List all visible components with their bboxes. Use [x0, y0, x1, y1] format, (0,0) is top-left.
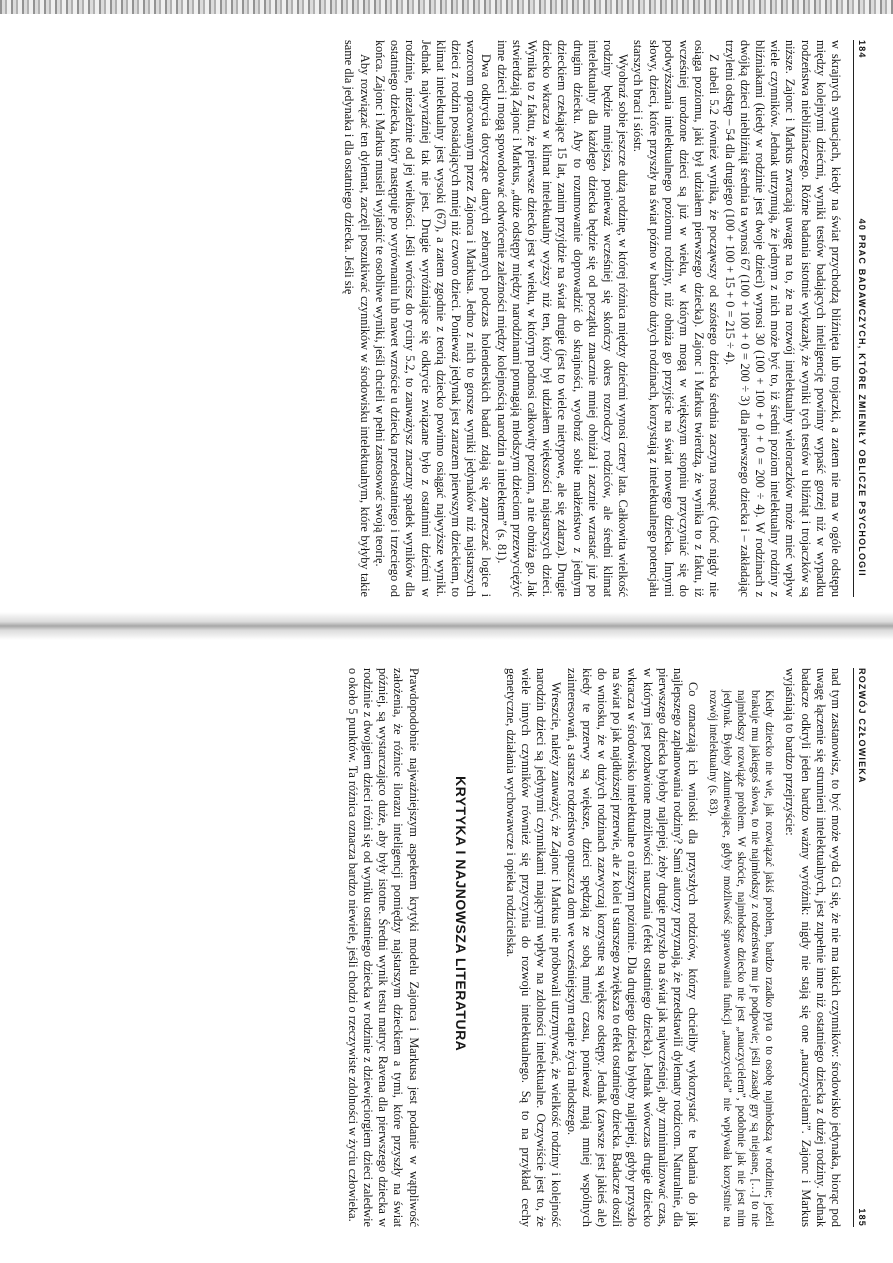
section-heading: KRYTYKA I NAJNOWSZA LITERATURA [452, 776, 469, 1052]
block-quote [706, 668, 776, 1227]
book-gutter-shadow [0, 612, 893, 640]
running-head-left [853, 40, 867, 597]
running-head-right [853, 668, 867, 1227]
page-185 [0, 632, 893, 1263]
page-184 [0, 0, 893, 631]
paragraph: Aby rozwiązać ten dylemat, zaczęli poszukiwać czynników w środowisku intelektualnym, które byłyby takie same dla jedynaka i dla ostatniego dziecka. Jeśli się [342, 40, 372, 597]
paragraph: Wreszcie, należy zauważyć, że Zajonc i Markus nie próbowali utrzymywać, że wielkość rodziny i kolejność narodzin dzieci są jedynymi czynnikami mającymi wpływ na zdolności intelektualne. Oczywiście jest to, że wiele innych czynników również się przyczynia do rozwoju intelektualnego. Są to na przykład cechy genetyczne, działania wychowawcze i opieka rodzicielska. [503, 668, 564, 1227]
page-number-left: 184 [857, 40, 867, 59]
paragraph: w skrajnych sytuacjach, kiedy na świat przychodzą bliźnięta lub trojaczki, a zatem nie ma w ogóle odstępu między kolejnymi dziećmi, wyniki testów badających inteligencję powinny wypaść gorzej niż w wypadku rodzeństwa niebliźniaczego. Różne badania istotnie wykazały, że wyniki tych testów u bliźniąt i trojaczków są niższe. Zajonc i Markus zwracają uwagę na to, że na rozwój intelektualny wieloraczków może mieć wpływ wiele czynników. Jednak utrzymują, że jednym z nich może być to, iż średni poziom intelektualny rodziny z bliźniakami (kiedy w rodzinie jest dwoje dzieci) wynosi 30 (100 + 100 + 0 + 0 = 200 ÷ 4). W rodzinach z dwójką dzieci niebliźniąt średnia ta wynosi 67 (100 + 100 + 0 = 200 ÷ 3) dla pierwszego dziecka i – zakładając trzyletni odstęp – 54 dla drugiego (100 + 100 + 15 + 0 = 215 ÷ 4). [722, 40, 843, 597]
quote-text: Kiedy dziecko nie wie, jak rozwiązać jakiś problem, bardzo rzadko pyta o to osobę najmłodszą w rodzinie; jeżeli brakuje mu jakiegoś słowa, to nie najmłodszy z rodzeństwa mu je podpowie; jeśli zasady gry są niejasne, […] to nie najmłodszy rozwiąże problem. W skrócie, najmłodsze dziecko nie jest „nauczycielem”, podobnie jak nie jest nim jedynak. Byłoby zdumiewające, gdyby możliwość sprawowania funkcji „nauczyciela” nie wpływała korzystnie na rozwój intelektualny (s. 83). [707, 690, 776, 1227]
paragraph: nad tym zastanowisz, to być może wyda Ci się, że nie ma takich czynników: środowisko jedynaka, biorąc pod uwagę łączenie się strumieni intelektualnych, jest zupełnie inne niż ostatniego dziecka z dużej rodziny. Jednak badacze odkryli jeden bardzo ważny wyróżnik: nigdy nie stają się one „nauczycielami”. Zajonc i Markus wyjaśniają to bardzo przejrzyście: [783, 668, 843, 1227]
paragraph: Prawdopodobnie najważniejszym aspektem krytyki modelu Zajonca i Markusa jest podanie w wątpliwość założenia, że różnice ilorazu inteligencji pomiędzy najstarszym dzieckiem a tymi, które przyszły na świat później, są wystarczająco duże, aby były istotne. Średni wynik testu matryc Ravena dla pierwszego dziecka w rodzinie z dwojgiem dzieci różni się od wyniku ostatniego dziecka w rodzinie z dziewięciorgiem dzieci zaledwie o około 5 punktów. Ta różnica oznacza bardzo niewiele, jeśli chodzi o rzeczywiste zdolności w życiu człowieka. [345, 668, 421, 1227]
page-number-right: 185 [857, 1208, 867, 1227]
paragraph: Z tabeli 5.2 również wynika, że począwszy od szóstego dziecka średnia zaczyna rosnąć (choć nigdy nie osiąga poziomu, jaki był udziałem pierwszego dziecka). Zajonc i Markus twierdzą, że wynika to z faktu, iż wcześniej urodzone dzieci są już w wieku, w którym mogą w większym stopniu przyczyniać się do podwyższania intelektualnego poziomu rodziny, niż obniża go przyjście na świat nowego dziecka. Innymi słowy, dzieci, które przyszły na świat późno w bardzo dużych rodzinach, korzystają z intelektualnego potencjału starszych braci i sióstr. [631, 40, 722, 597]
paragraph: Dwa odkrycia dotyczące danych zebranych podczas holenderskich badań zdają się zaprzeczać logice i wzorcom opracowanym przez Zajonca i Markusa. Jedno z nich to gorsze wyniki jedynaków niż najstarszych dzieci z rodzin posiadających mniej niż czworo dzieci. Ponieważ jedynak jest zarazem pierwszym dzieckiem, to klimat intelektualny jest wysoki (67), a zatem zgodnie z teorią dziecko powinno osiągać najwyższe wyniki. Jednak najwyraźniej tak nie jest. Drugie wyróżniające się odkrycie związane było z ostatnimi dziećmi w rodzinie, niezależnie od jej wielkości. Jeśli wrócisz do ryciny 5.2, to zauważysz znaczny spadek wyników dla ostatniego dziecka, który następuje po wyrównaniu lub nawet wzroście u dziecka przedostatniego i trzeciego od końca. Zajonc i Markus musieli wyjaśnić te osobliwe wyniki, jeśli chcieli w pełni zastosować swoją teorię. [372, 40, 494, 597]
body-text-left [341, 40, 843, 597]
running-head-title-right: ROZWÓJ CZŁOWIEKA [857, 668, 867, 784]
body-text-right [345, 668, 843, 1227]
paragraph: Wyobraź sobie jeszcze dużą rodzinę, w której różnica między dziećmi wynosi cztery lata. Całkowita wielkość rodziny będzie mniejsza, ponieważ wcześniej się skończy okres rozrodczy rodziców, ale średni klimat intelektualny dla każdego dziecka będzie się od początku znacznie mniej obniżał i zacznie wzrastać już po drugim dziecku. Aby to rozumowanie doprowadzić do skrajności, wyobraź sobie małżeństwo z jednym dzieckiem czekające 15 lat, zanim przyjdzie na świat drugie (jest to wielce nietypowe, ale się zdarza). Drugie dziecko wkracza w klimat intelektualny wyższy niż ten, który był udziałem większości najstarszych dzieci. Wynika to z faktu, że pierwsze dziecko jest w wieku, w którym podnosi całkowity poziom, a nie obniża go. Jak stwierdzają Zajonc i Markus, „duże odstępy między narodzinami pomagają młodszym dzieciom przezwyciężyć inne dzieci i mogą spowodować odwrócenie zależności między kolejnością narodzin a intelektem” (s. 81). [494, 40, 631, 597]
paragraph: Co oznaczają ich wnioski dla przyszłych rodziców, którzy chcieliby wykorzystać te badania do jak najlepszego zaplanowania rodziny? Sami autorzy przyznają, że przedstawili dylematy rodzicom. Naturalnie, dla pierwszego dziecka byłoby najlepiej, żeby drugie przyszło na świat jak najwcześniej, aby zminimalizować czas, w którym jest pozbawione możliwości nauczania (efekt ostatniego dziecka). Jednak wówczas drugie dziecko wkracza w środowisko intelektualne o niższym poziomie. Dla drugiego dziecka byłoby najlepiej, gdyby przyszło na świat po jak najdłuższej przerwie, ale z kolei u starszego zwiększa to efekt ostatniego dziecka. Badacze doszli do wniosku, że w dużych rodzinach zazwyczaj korzystne są większe odstępy. Jednak (zawsze jest jakieś ale) kiedy te przerwy są większe, dzieci spędzają ze sobą mniej czasu, ponieważ mają mniej wspólnych zainteresowań, a starsze rodzeństwo opuszcza dom we wcześniejszym etapie życia młodszego. [564, 668, 701, 1227]
running-head-title-left: 40 PRAC BADAWCZYCH, KTÓRE ZMIENIŁY OBLICZE PSYCHOLOGII [857, 218, 867, 577]
